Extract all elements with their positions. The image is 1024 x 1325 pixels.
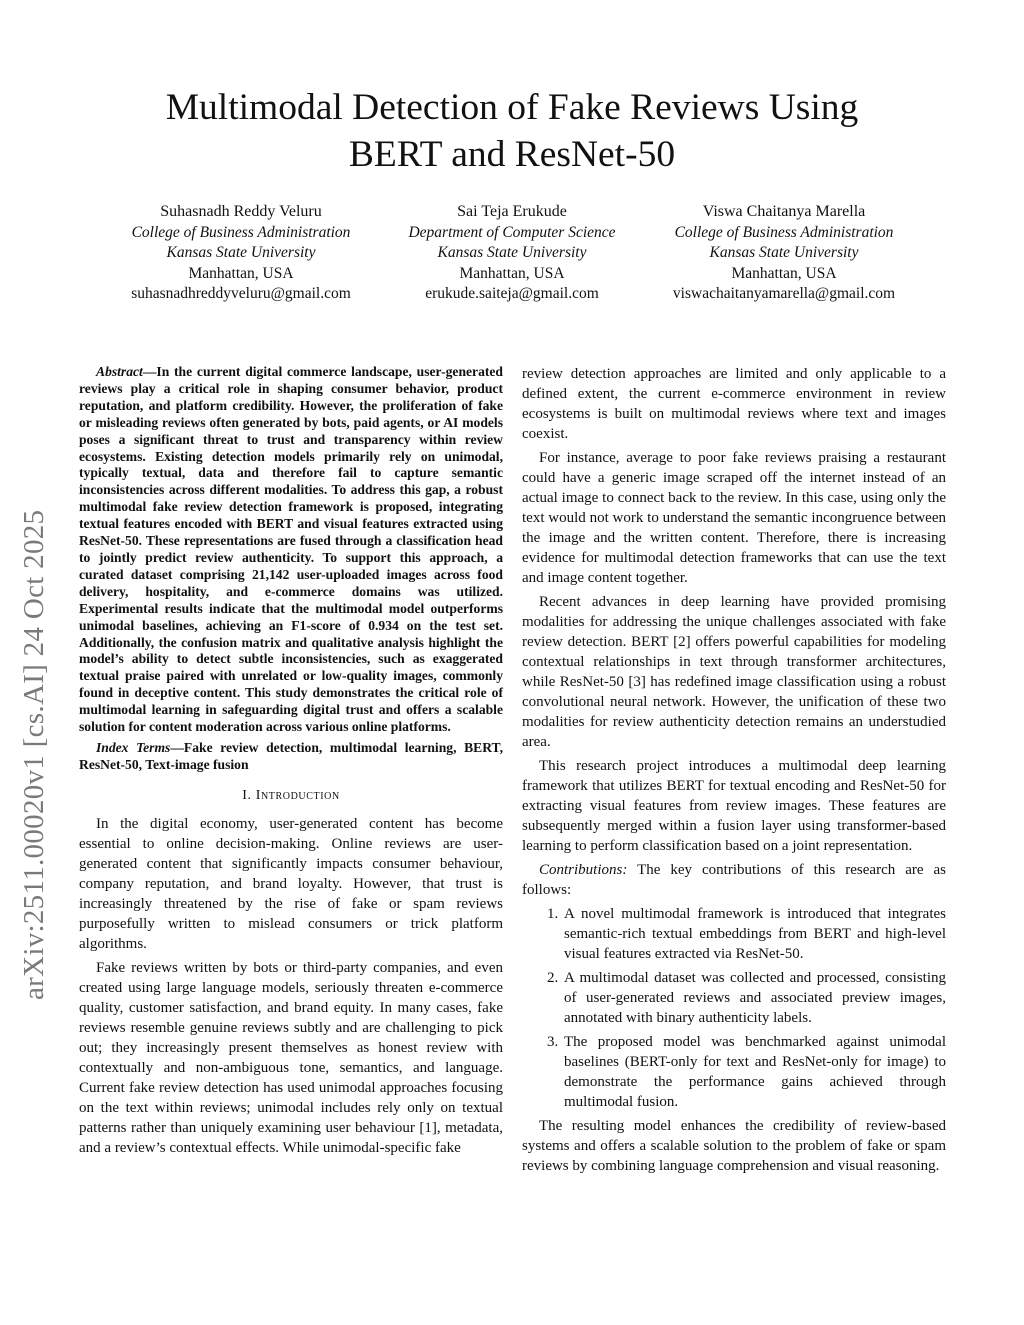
author-department: College of Business Administration (131, 223, 351, 241)
index-terms-label: Index Terms (96, 739, 171, 755)
list-item: 1. A novel multimodal framework is introduced that integrates semantic-rich textual embeddings from BERT and high-level visual features extracted via ResNet-50. (562, 904, 946, 964)
list-item: 3. The proposed model was benchmarked against unimodal baselines (BERT-only for text and ResNet-only for image) to demonstrate the performance gains achieved through multimodal fusion. (562, 1032, 946, 1112)
body-paragraph: For instance, average to poor fake reviews praising a restaurant could have a generic image scraped off the internet instead of an actual image to connect back to the review. In this case, using only the text would not work to understand the semantic incongruence between the image and the written content. Therefore, there is increasing evidence for multimodal detection frameworks that can use the text and image content together. (522, 450, 946, 586)
author-email: viswachaitanyamarella@gmail.com (672, 285, 896, 303)
author-department: Department of Computer Science (408, 223, 616, 241)
body-paragraph: review detection approaches are limited and only applicable to a defined extent, the current e-commerce environment in review ecosystems is built on multimodal reviews where text and images coexist. (522, 366, 946, 442)
list-item: 2. A multimodal dataset was collected and processed, consisting of user-generated reviews and associated preview images, annotated with binary authenticity labels. (562, 968, 946, 1028)
contributions-paragraph (522, 860, 946, 900)
author-block-3 (634, 202, 934, 305)
author-university: Kansas State University (437, 244, 587, 262)
author-email: suhasnadhreddyveluru@gmail.com (131, 285, 351, 303)
section-numeral: I. (242, 787, 256, 803)
contributions-intro: The key contributions of this research are as follows: (522, 862, 946, 898)
author-name: Suhasnadh Reddy Veluru (160, 203, 322, 220)
section-title: Introduction (255, 787, 340, 803)
arxiv-identifier: arXiv:2511.00020v1 [cs.AI] 24 Oct 2025 (18, 509, 50, 1000)
index-terms-text: —Fake review detection, multimodal learning, BERT, ResNet-50, Text-image fusion (79, 739, 503, 772)
body-paragraph: This research project introduces a multimodal deep learning framework that utilizes BERT for textual encoding and ResNet-50 for extracting visual features from review images. These features are subsequently merged within a fusion layer using transformer-based learning to perform classification based on a joint representation. (522, 758, 946, 854)
author-email: erukude.saiteja@gmail.com (425, 285, 599, 303)
abstract-label: Abstract (96, 364, 143, 379)
author-location: Manhattan, USA (459, 264, 565, 282)
section-heading-introduction (79, 786, 503, 806)
paper-title-line-1: Multimodal Detection of Fake Reviews Using (165, 87, 859, 128)
abstract (79, 364, 503, 736)
contributions-list (522, 904, 946, 1112)
author-block-2 (362, 202, 662, 305)
body-paragraph: In the digital economy, user-generated content has become essential to online decision-making. Online reviews are user-generated content that significantly impacts consumer behaviour, company reputation, and brand loyalty. However, that trust is increasingly threatened by the rise of fake or spam reviews purposefully written to mislead consumers or trick platform algorithms. (79, 815, 503, 952)
author-department: College of Business Administration (674, 223, 894, 241)
author-university: Kansas State University (166, 244, 316, 262)
body-paragraph: Fake reviews written by bots or third-party companies, and even created using large language models, seriously threaten e-commerce quality, customer satisfaction, and brand equity. In many cases, fake reviews resemble genuine reviews subtly and are challenging to pick out; they increasingly present themselves as honest review with contextually and non-ambiguous tone, semantics, and language. Current fake review detection has used unimodal approaches focusing on the text within reviews; unimodal includes rely only on textual patterns rather than uniquely examining user behaviour [1], metadata, and a review’s contextual effects. While unimodal-specific fake (79, 959, 503, 1156)
author-location: Manhattan, USA (731, 264, 837, 282)
index-terms (79, 740, 503, 774)
author-university: Kansas State University (709, 244, 859, 262)
abstract-text: —In the current digital commerce landscape, user-generated reviews play a critical role in shaping consumer behavior, product reputation, and platform credibility. However, the proliferation of fake or misleading reviews often generated by bots, paid agents, or AI models poses a significant threat to trust and transparency within review ecosystems. Existing detection models primarily rely on unimodal, typically textual, data and therefore fail to capture semantic inconsistencies across different modalities. To address this gap, a robust multimodal fake review detection framework is proposed, integrating textual features encoded with BERT and visual features extracted using ResNet-50. These representations are fused through a classification head to jointly predict review authenticity. To support this approach, a curated dataset comprising 21,142 user-uploaded images across food delivery, hospitality, and e-commerce domains was utilized. Experimental results indicate that the multimodal model outperforms unimodal baselines, achieving an F1-score of 0.934 on the test set. Additionally, the confusion matrix and qualitative analysis highlight the model’s ability to detect subtle inconsistencies, such as exaggerated textual praise paired with unrelated or low-quality images, commonly found in deceptive content. This study demonstrates the critical role of multimodal learning in safeguarding digital trust and offers a scalable solution for content moderation across various online platforms. (79, 364, 503, 735)
contributions-label: Contributions: (539, 862, 628, 878)
author-name: Sai Teja Erukude (457, 203, 567, 220)
left-column (79, 364, 503, 1162)
author-name: Viswa Chaitanya Marella (702, 203, 866, 220)
body-paragraph: The resulting model enhances the credibility of review-based systems and offers a scalable solution to the problem of fake or spam reviews by combining language comprehension and visual reasoning. (522, 1118, 946, 1174)
author-block-1 (91, 202, 391, 305)
paper-title-line-2: BERT and ResNet-50 (348, 134, 676, 175)
body-paragraph: Recent advances in deep learning have provided promising modalities for addressing the unique challenges associated with fake review detection. BERT [2] offers powerful capabilities for modeling contextual relationships in text through transformer architectures, while ResNet-50 [3] has redefined image classification using a robust convolutional neural network. However, the unification of these two modalities for review authenticity detection remains an understudied area. (522, 594, 946, 750)
right-column (522, 364, 946, 1180)
author-location: Manhattan, USA (188, 264, 294, 282)
paper-title (100, 84, 924, 178)
